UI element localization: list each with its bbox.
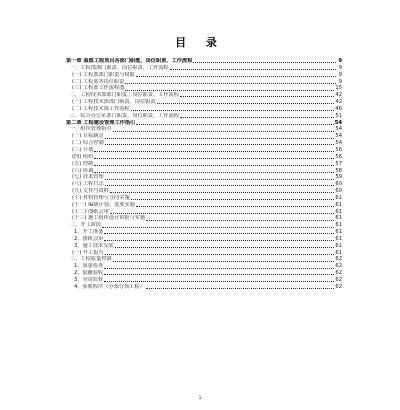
dot-leader bbox=[157, 103, 335, 104]
toc-entry[interactable] bbox=[66, 147, 342, 154]
toc-entry-page: 9 bbox=[338, 71, 342, 78]
toc-entry-page: 61 bbox=[335, 208, 342, 215]
dot-leader bbox=[113, 131, 335, 132]
page-title: 目 录 bbox=[175, 36, 225, 49]
toc-entry[interactable] bbox=[66, 120, 342, 127]
toc-entry-page: 59 bbox=[335, 174, 342, 181]
toc-entry-page: 42 bbox=[335, 92, 342, 99]
toc-entry-page: 54 bbox=[335, 126, 342, 133]
dot-leader bbox=[136, 124, 334, 125]
toc-entry-label: (八) 工程日志 bbox=[72, 181, 104, 188]
toc-entry-label: 3、旁站监督 bbox=[74, 277, 104, 283]
dot-leader bbox=[110, 213, 335, 214]
toc-entry[interactable] bbox=[66, 85, 342, 92]
toc-entry-page: 9 bbox=[338, 58, 342, 64]
toc-entry-label: 2、隐蔽验收 bbox=[74, 270, 104, 277]
toc-entry-label: (七) 技术管理 bbox=[72, 174, 104, 181]
toc-entry-page: 61 bbox=[335, 249, 342, 256]
toc-entry-page: 60 bbox=[335, 188, 342, 195]
toc-entry-label: (十) 材料管理与合同实施 bbox=[72, 194, 130, 201]
toc-entry-page: 56 bbox=[335, 153, 342, 160]
dot-leader bbox=[180, 96, 334, 97]
dot-leader bbox=[136, 206, 335, 207]
dot-leader bbox=[136, 76, 336, 77]
toc-entry-label: 二、开工阶段 bbox=[70, 222, 102, 229]
toc-entry-label: (四) 组织 bbox=[72, 153, 94, 160]
dot-leader bbox=[104, 240, 334, 241]
toc-entry-page: 51 bbox=[335, 112, 342, 119]
dot-leader bbox=[105, 179, 335, 180]
toc-entry-label: (三) 工程部工作流程图 bbox=[72, 85, 125, 92]
toc-entry-label: (六) 协调 bbox=[72, 167, 94, 174]
dot-leader bbox=[146, 220, 334, 221]
dot-leader bbox=[105, 138, 335, 139]
dot-leader bbox=[104, 268, 334, 269]
toc-entry-page: 61 bbox=[335, 242, 342, 249]
toc-entry-page: 60 bbox=[335, 181, 342, 188]
toc-entry-label: 4、验收程序（分部分项工程） bbox=[74, 283, 145, 290]
toc-entry-page: 58 bbox=[335, 167, 342, 174]
toc-entry[interactable] bbox=[66, 188, 342, 195]
toc-entry-page: 62 bbox=[335, 283, 342, 290]
toc-entry-page: 15 bbox=[335, 85, 342, 92]
dot-leader bbox=[115, 247, 335, 248]
toc-entry-page: 57 bbox=[335, 160, 342, 167]
dot-leader bbox=[125, 83, 336, 84]
toc-entry[interactable] bbox=[66, 140, 342, 147]
toc-entry-label: (二) 工程部各岗位职责 bbox=[72, 78, 125, 85]
dot-leader bbox=[180, 117, 334, 118]
toc-entry[interactable] bbox=[66, 215, 342, 222]
toc-entry-label: 3、施工技术交底 bbox=[74, 242, 114, 249]
toc-entry-page: 46 bbox=[335, 105, 342, 112]
toc-entry-page: 61 bbox=[335, 222, 342, 229]
toc-entry-label: 第一章 鉴图工程项目各部门职能、岗位职责、工作流程 bbox=[66, 58, 193, 64]
dot-leader bbox=[94, 172, 334, 173]
toc-entry[interactable] bbox=[66, 209, 342, 216]
toc-entry[interactable] bbox=[66, 236, 342, 243]
table-of-contents bbox=[66, 58, 342, 291]
toc-entry-page: 61 bbox=[335, 215, 342, 222]
toc-entry[interactable] bbox=[66, 92, 342, 99]
toc-entry-label: 2、图纸会审 bbox=[74, 235, 104, 242]
toc-entry[interactable] bbox=[66, 168, 342, 175]
toc-entry[interactable] bbox=[66, 154, 342, 161]
toc-entry-label: (一) 目标制定 bbox=[72, 133, 104, 140]
toc-entry[interactable] bbox=[66, 79, 342, 86]
toc-entry-label: 1、开工准备 bbox=[74, 229, 104, 236]
toc-entry[interactable] bbox=[66, 263, 342, 270]
dot-leader bbox=[104, 233, 334, 234]
dot-leader bbox=[110, 192, 335, 193]
toc-entry[interactable] bbox=[66, 106, 342, 113]
toc-entry-page: 61 bbox=[335, 194, 342, 201]
toc-entry-label: 一、组织管理指引 bbox=[70, 126, 112, 133]
toc-entry-page: 54 bbox=[335, 140, 342, 147]
toc-entry-label: 一、工程部部门职责、岗位职责、工作流程 bbox=[70, 64, 169, 71]
dot-leader bbox=[131, 199, 335, 200]
toc-entry-label: 三、综合办公室部门职责、岗位职责、工作流程 bbox=[70, 112, 179, 119]
dot-leader bbox=[94, 158, 334, 159]
toc-entry[interactable] bbox=[66, 161, 342, 168]
page-number: 1 bbox=[198, 396, 202, 401]
dot-leader bbox=[105, 144, 335, 145]
toc-entry[interactable] bbox=[66, 243, 342, 250]
toc-entry-label: (二) 工程技术部工作流程 bbox=[72, 105, 130, 112]
toc-entry[interactable] bbox=[66, 202, 342, 209]
toc-entry-label: (三) 计划 bbox=[72, 146, 94, 153]
toc-entry[interactable] bbox=[66, 270, 342, 277]
dot-leader bbox=[105, 254, 335, 255]
toc-entry-page: 61 bbox=[335, 201, 342, 208]
toc-entry[interactable] bbox=[66, 229, 342, 236]
toc-entry-page: 56 bbox=[335, 146, 342, 153]
toc-entry[interactable] bbox=[66, 113, 342, 120]
toc-entry-label: (十三) 施工组织设计审批与实施 bbox=[72, 215, 146, 222]
toc-entry-page: 9 bbox=[338, 64, 342, 71]
toc-entry-label: (十二) 图纸会审 bbox=[72, 208, 109, 215]
toc-entry-page: 9 bbox=[338, 78, 342, 85]
toc-entry-page: 42 bbox=[335, 99, 342, 106]
toc-entry-label: (十一) 编制计划、进度实施 bbox=[72, 201, 135, 208]
toc-entry-label: (五) 控制 bbox=[72, 160, 94, 167]
toc-entry-label: (一) 工程技术部部门职责、岗位职责 bbox=[72, 99, 156, 106]
dot-leader bbox=[131, 110, 335, 111]
toc-entry-label: 三、工程质量控制 bbox=[70, 256, 112, 263]
toc-entry-page: 54 bbox=[334, 119, 342, 126]
toc-entry[interactable] bbox=[66, 284, 342, 291]
toc-entry-label: 二、工程技术部部门职责、岗位职责、工作流程 bbox=[70, 92, 179, 99]
toc-entry[interactable] bbox=[66, 277, 342, 284]
dot-leader bbox=[125, 90, 334, 91]
dot-leader bbox=[104, 281, 334, 282]
dot-leader bbox=[170, 69, 336, 70]
dot-leader bbox=[102, 227, 334, 228]
toc-entry-label: (一) 工程部部门职责与权限 bbox=[72, 71, 135, 78]
toc-entry-page: 54 bbox=[335, 133, 342, 140]
toc-entry[interactable] bbox=[66, 250, 342, 257]
toc-entry[interactable] bbox=[66, 72, 342, 79]
dot-leader bbox=[146, 288, 335, 289]
toc-entry-label: (一) 开工报告 bbox=[72, 249, 104, 256]
toc-entry-page: 62 bbox=[335, 263, 342, 270]
toc-entry-label: 1、质量检查 bbox=[74, 263, 104, 270]
toc-entry[interactable] bbox=[66, 65, 342, 72]
toc-entry-page: 62 bbox=[335, 256, 342, 263]
toc-entry-label: (九) 文件与资料 bbox=[72, 188, 109, 195]
toc-entry[interactable] bbox=[66, 133, 342, 140]
toc-entry-page: 61 bbox=[335, 235, 342, 242]
dot-leader bbox=[104, 274, 334, 275]
toc-entry[interactable] bbox=[66, 174, 342, 181]
toc-entry[interactable] bbox=[66, 126, 342, 133]
toc-entry-page: 62 bbox=[335, 277, 342, 283]
dot-leader bbox=[113, 261, 335, 262]
toc-entry-page: 61 bbox=[335, 229, 342, 236]
toc-entry[interactable] bbox=[66, 58, 342, 65]
dot-leader bbox=[94, 151, 334, 152]
toc-entry-page: 62 bbox=[335, 270, 342, 277]
dot-leader bbox=[94, 165, 334, 166]
toc-entry[interactable] bbox=[66, 99, 342, 106]
toc-entry[interactable] bbox=[66, 195, 342, 202]
toc-entry[interactable] bbox=[66, 256, 342, 263]
dot-leader bbox=[105, 185, 335, 186]
toc-entry-label: 第二章 工程建设管理工作指引 bbox=[66, 119, 136, 126]
dot-leader bbox=[193, 62, 336, 63]
toc-entry-label: (二) 综合控制 bbox=[72, 140, 104, 147]
toc-entry[interactable] bbox=[66, 181, 342, 188]
toc-entry[interactable] bbox=[66, 222, 342, 229]
